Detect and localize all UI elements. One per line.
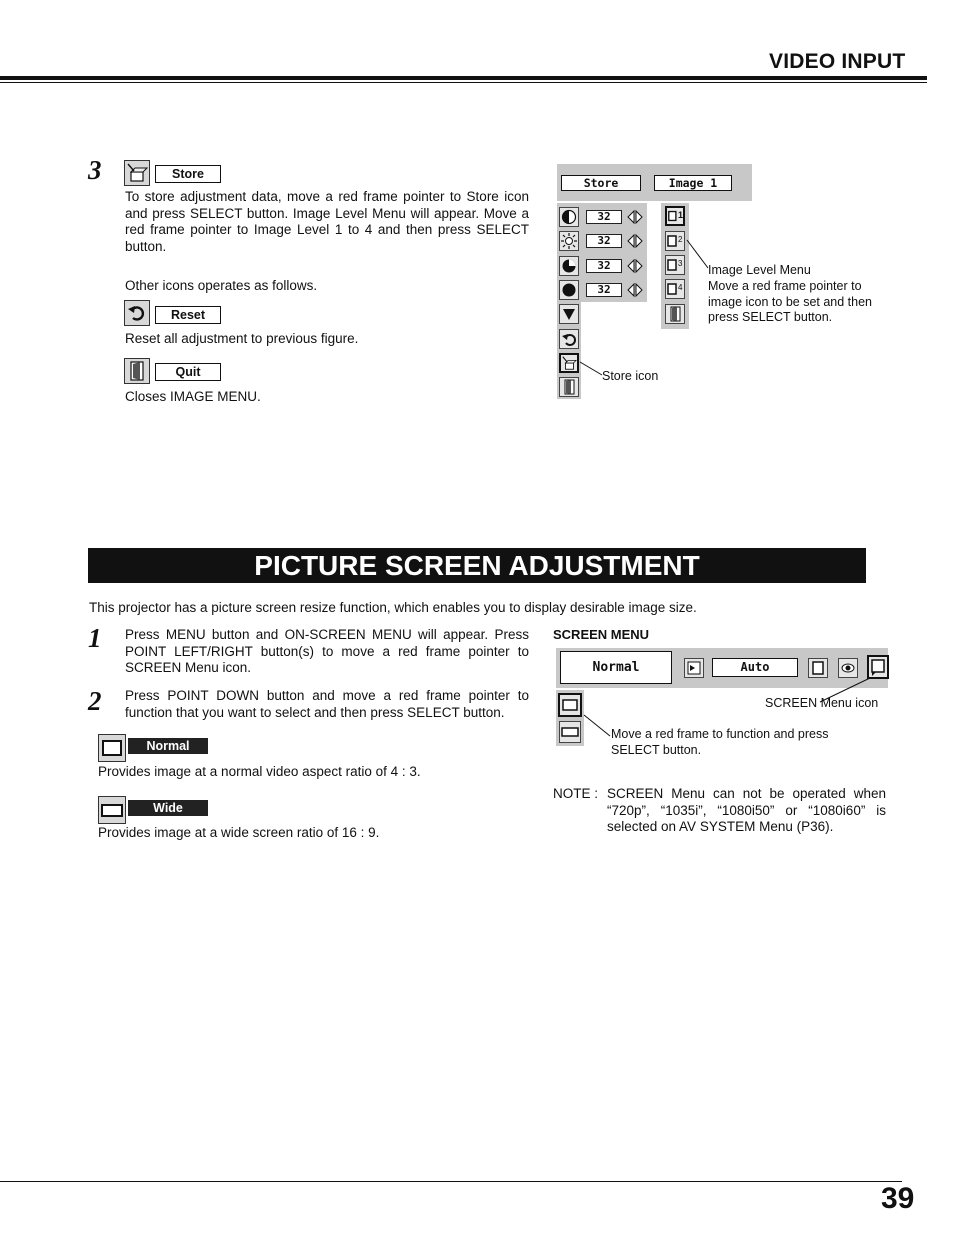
reset-icon	[124, 300, 150, 326]
wide-mode-icon	[98, 796, 126, 824]
contrast-adjust-arrows-icon	[626, 209, 644, 230]
reset-description: Reset all adjustment to previous figure.	[125, 331, 359, 346]
quit-description: Closes IMAGE MENU.	[125, 389, 261, 404]
page-number: 39	[881, 1182, 915, 1215]
brightness-value: 32	[586, 234, 622, 248]
note-text: SCREEN Menu can not be operated when “720p”, “1035i”, “1080i50” or “1080i60” is selected on AV SYSTEM Menu (P36).	[607, 786, 886, 834]
store-icon-callout: Store icon	[602, 369, 659, 383]
color-value: 32	[586, 259, 622, 273]
image-level-callout-text: Move a red frame pointer to image icon to be set and then press SELECT button.	[708, 279, 873, 324]
step-1-number: 1	[88, 623, 102, 653]
store-label: Store	[155, 165, 221, 183]
step-3-number: 3	[88, 155, 102, 185]
footer-rule	[0, 1181, 902, 1182]
image-level-callout-title: Image Level Menu	[708, 263, 811, 277]
section-title-banner: PICTURE SCREEN ADJUSTMENT	[88, 548, 866, 583]
store-description: To store adjustment data, move a red frame pointer to Store icon and press SELECT button. Image Level Menu will appear. Move a red frame pointer to Image Level 1 to 4 and then press SELECT button.	[125, 189, 529, 254]
image-menu-image-field: Image 1	[654, 175, 732, 191]
wide-description: Provides image at a wide screen ratio of 16 : 9.	[98, 825, 380, 840]
note-prefix: NOTE :	[553, 786, 599, 801]
menu-quit-icon	[559, 377, 579, 397]
contrast-value: 32	[586, 210, 622, 224]
image-level-1-icon	[665, 206, 685, 226]
contrast-icon	[559, 207, 579, 227]
normal-label: Normal	[128, 738, 208, 754]
image-menu-store-field: Store	[561, 175, 641, 191]
screen-menu-icon-callout: SCREEN Menu icon	[765, 696, 879, 710]
normal-mode-icon	[98, 734, 126, 762]
header-rule-thin	[0, 82, 927, 83]
image-level-4-number: 4	[678, 283, 683, 292]
reset-label: Reset	[155, 306, 221, 324]
normal-description: Provides image at a normal video aspect ratio of 4 : 3.	[98, 764, 421, 779]
section-intro: This projector has a picture screen resize function, which enables you to display desirable image size.	[89, 600, 697, 615]
other-icons-text: Other icons operates as follows.	[125, 278, 318, 293]
step-2-text: Press POINT DOWN button and move a red frame pointer to function that you want to select and then press SELECT button.	[125, 688, 529, 720]
image-level-3-number: 3	[678, 259, 683, 268]
header-rule-thick	[0, 76, 927, 80]
image-menu-callout-lines	[560, 230, 720, 380]
screen-menu-heading: SCREEN MENU	[553, 627, 650, 642]
store-icon	[124, 160, 150, 186]
quit-label: Quit	[155, 363, 221, 381]
tint-value: 32	[586, 283, 622, 297]
quit-icon	[124, 358, 150, 384]
image-level-2-number: 2	[678, 235, 683, 244]
step-1-text: Press MENU button and ON-SCREEN MENU will appear. Press POINT LEFT/RIGHT button(s) to move a red frame pointer to SCREEN Menu icon.	[125, 627, 529, 675]
image-level-1-number: 1	[678, 210, 684, 220]
screen-menu-move-callout: Move a red frame to function and press SELECT button.	[611, 727, 829, 757]
wide-label: Wide	[128, 800, 208, 816]
section-header-title: VIDEO INPUT	[769, 50, 906, 73]
step-2-number: 2	[88, 686, 102, 716]
screen-menu-auto-field: Auto	[712, 658, 798, 677]
screen-menu-normal-field: Normal	[560, 651, 672, 684]
